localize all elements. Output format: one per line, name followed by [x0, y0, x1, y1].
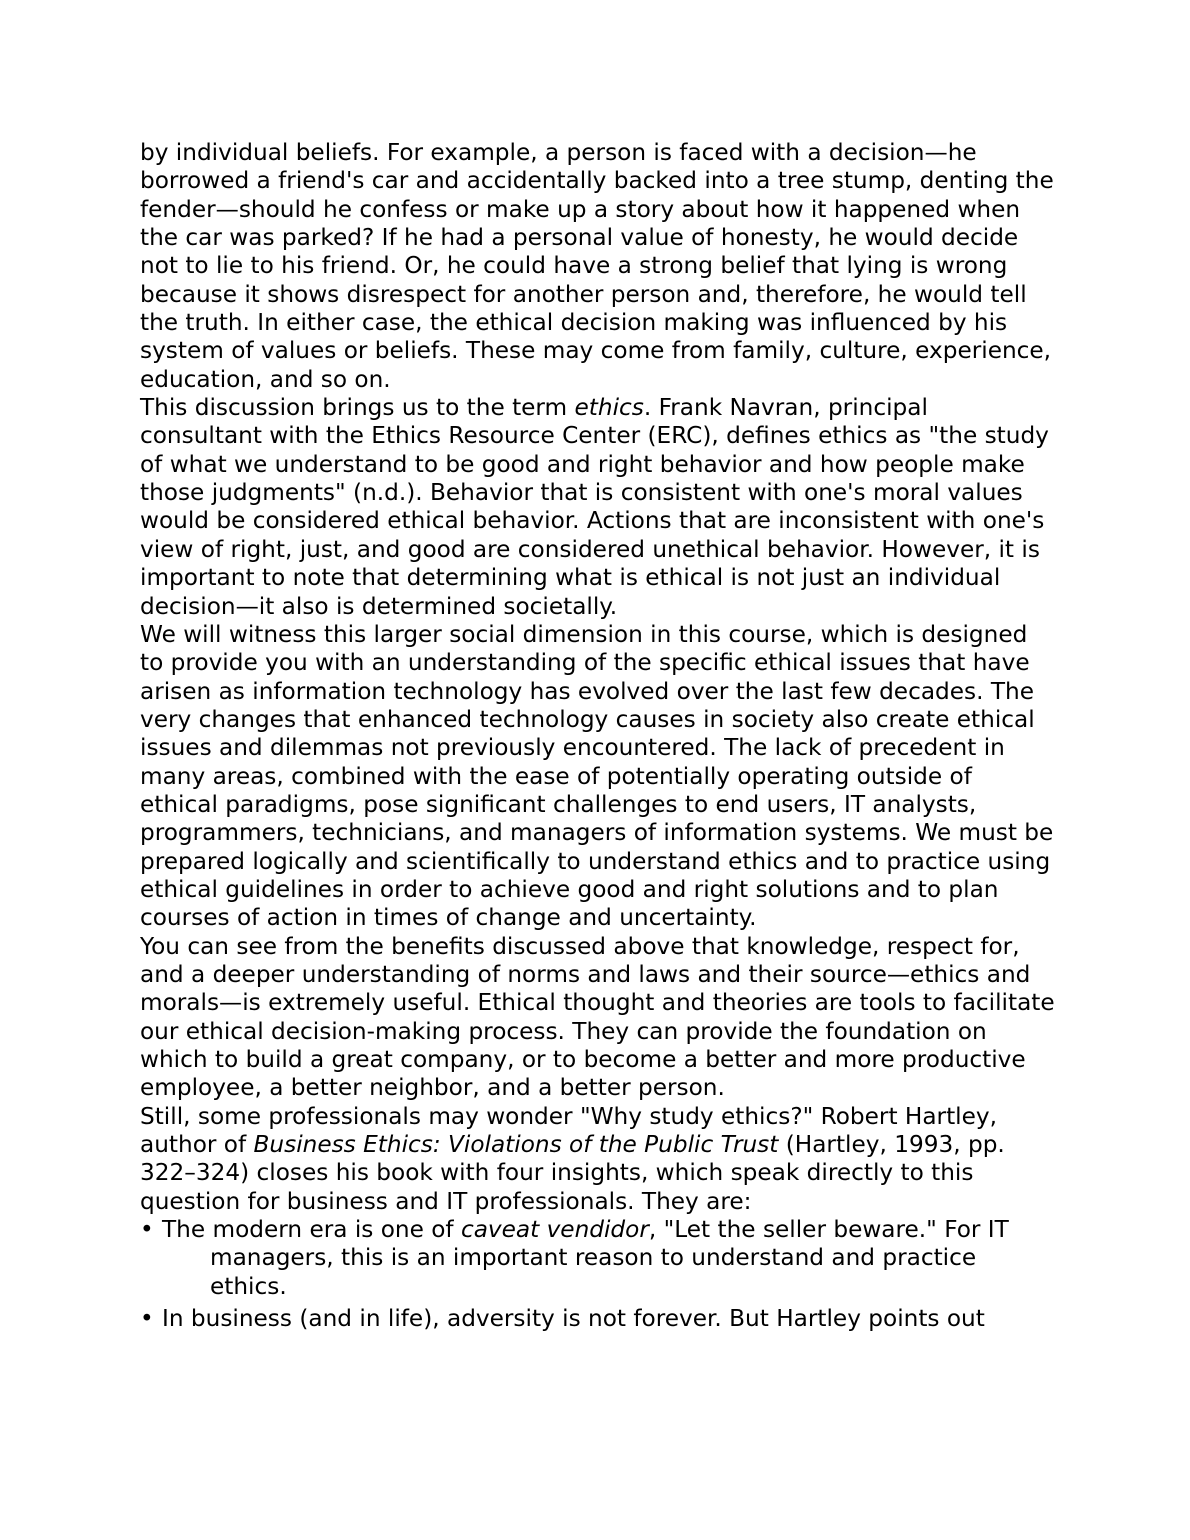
paragraph-text-after: . Frank Navran, principal consultant with the Ethics Resource Center (ERC), defines ethics as "the study of what we understand to be good and right behavior and how people make those judgments" (n.d.). Behavior that is consistent with one's moral values would be considered ethical behavior. Actions that are inconsistent with one's view of right, just, and good are considered unethical behavior. However, it is important to note that determining what is ethical is not just an individual decision—it also is determined societally.	[140, 394, 1049, 620]
paragraph-values-beliefs	[140, 139, 1055, 394]
document-page	[140, 139, 1055, 1333]
bullet-icon: •	[140, 1305, 154, 1333]
paragraph-italic-book-title: Business Ethics: Violations of the Public Trust	[253, 1131, 779, 1159]
paragraph-ethics-definition	[140, 394, 1055, 621]
paragraph-text-after: (Hartley, 1993, pp. 322–324) closes his book with four insights, which speak directly to this question for business and IT professionals. They are:	[140, 1131, 1005, 1215]
list-item-text: In business (and in life), adversity is not forever. But Hartley points out	[162, 1305, 985, 1333]
list-item	[140, 1305, 1055, 1333]
bullet-icon: •	[140, 1216, 154, 1244]
list-item-text-after: , "Let the seller beware." For IT managers, this is an important reason to understand and practice ethics.	[210, 1216, 1009, 1300]
list-item	[140, 1216, 1055, 1301]
paragraph-why-study-ethics	[140, 1103, 1055, 1216]
paragraph-text: by individual beliefs. For example, a person is faced with a decision—he borrowed a friend's car and accidentally backed into a tree stump, denting the fender—should he confess or make up a story about how it happened when the car was parked? If he had a personal value of honesty, he would decide not to lie to his friend. Or, he could have a strong belief that lying is wrong because it shows disrespect for another person and, therefore, he would tell the truth. In either case, the ethical decision making was influenced by his system of values or beliefs. These may come from family, culture, experience, education, and so on.	[140, 139, 1054, 393]
paragraph-text-before: Still, some professionals may wonder "Why study ethics?" Robert Hartley, author of	[140, 1102, 997, 1159]
paragraph-benefits	[140, 933, 1055, 1103]
paragraph-social-dimension	[140, 621, 1055, 933]
paragraph-text: We will witness this larger social dimension in this course, which is designed to provide you with an understanding of the specific ethical issues that have arisen as information technology has evolved over the last few decades. The very changes that enhanced technology causes in society also create ethical issues and dilemmas not previously encountered. The lack of precedent in many areas, combined with the ease of potentially operating outside of ethical paradigms, pose significant challenges to end users, IT analysts, programmers, technicians, and managers of information systems. We must be prepared logically and scientifically to understand ethics and to practice using ethical guidelines in order to achieve good and right solutions and to plan courses of action in times of change and uncertainty.	[140, 620, 1054, 932]
paragraph-text-before: This discussion brings us to the term	[140, 394, 575, 422]
list-item-italic: caveat vendidor	[460, 1216, 649, 1244]
paragraph-text: You can see from the benefits discussed above that knowledge, respect for, and a deeper understanding of norms and laws and their source—ethics and morals—is extremely useful. Ethical thought and theories are tools to facilitate our ethical decision-making process. They can provide the foundation on which to build a great company, or to become a better and more productive employee, a better neighbor, and a better person.	[140, 932, 1055, 1102]
paragraph-italic-term: ethics	[574, 394, 644, 422]
list-item-text-before: The modern era is one of	[162, 1216, 461, 1244]
